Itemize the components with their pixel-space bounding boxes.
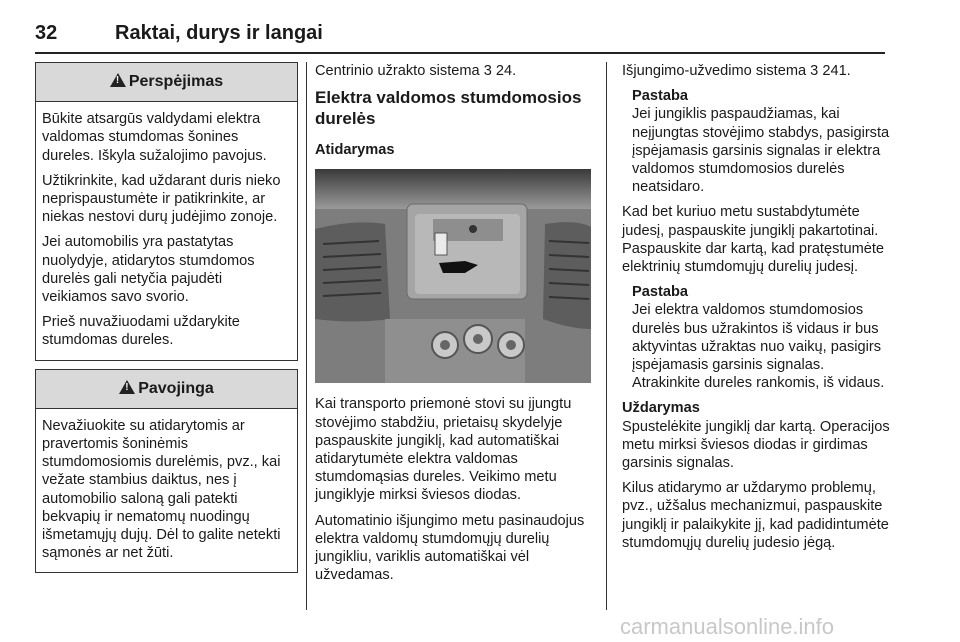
warning-paragraph: Prieš nuvažiuodami uždarykite stumdomas dureles. — [42, 314, 240, 349]
page-header — [35, 22, 885, 54]
note-block — [622, 87, 890, 196]
danger-heading-text: Pavojinga — [138, 379, 214, 397]
danger-box — [35, 369, 298, 574]
body-paragraph: Kad bet kuriuo metu sustabdytumėte judesį, paspauskite jungiklį pakartotinai. Paspauskite dar kartą, kad pratęstumėte elektrinių stumdomųjų durelių judesį. — [622, 204, 885, 276]
warning-heading — [36, 63, 297, 102]
body-paragraph: Spustelėkite jungiklį dar kartą. Operacijos metu mirksi šviesos diodas ir girdimas garsinis signalas. — [622, 418, 890, 472]
note-label: Pastaba — [632, 284, 688, 301]
warning-paragraph: Būkite atsargūs valdydami elektra valdomas stumdomas šonines dureles. Iškyla sužalojimo pavojus. — [42, 111, 267, 164]
body-paragraph: Automatinio išjungimo metu pasinaudojus elektra valdomų stumdomųjų durelių jungikliu, variklis automatiškai vėl užvedamas. — [315, 512, 585, 584]
section-title: Raktai, durys ir langai — [115, 22, 323, 44]
warning-triangle-icon — [119, 380, 135, 394]
danger-heading — [36, 370, 297, 409]
subheading-opening: Atidarymas — [315, 142, 395, 159]
watermark: carmanualsonline.info — [620, 614, 835, 639]
right-column — [622, 62, 890, 559]
page-number: 32 — [35, 22, 58, 44]
dashboard-switch-photo — [315, 169, 591, 383]
warning-triangle-icon — [110, 73, 126, 87]
danger-paragraph: Nevažiuokite su atidarytomis ar pravertomis šoninėmis stumdomosiomis durelėmis, pvz., kai vežate stambius daiktus, nes į automobilio saloną gali patekti bekvapių ir nematomų nuodingų išmetamųjų dujų. Dėl to galite netekti sąmonės ar net žūti. — [42, 417, 281, 562]
body-paragraph: Kai transporto priemonė stovi su įjungtu stovėjimo stabdžiu, prietaisų skydelyje paspauskite jungiklį, kad automatiškai atidarytumėte elektra valdomas stumdomąsias dureles. Veikimo metu jungiklyje mirksi šviesos diodas. — [315, 396, 572, 504]
middle-column — [315, 62, 591, 591]
column-divider — [306, 62, 307, 610]
note-text: Jei jungiklis paspaudžiamas, kai neįjungtas stovėjimo stabdys, pasigirsta įspėjamasis garsinis signalas ir elektra valdomos stumdomosios durelės neatsidaro. — [632, 106, 890, 196]
subheading-closing: Uždarymas — [622, 400, 700, 417]
cross-reference: Centrinio užrakto sistema 3 24. — [315, 63, 517, 79]
note-text: Jei elektra valdomos stumdomosios durelės bus užrakintos iš vidaus ir bus aktyvintas užraktas nuo vaikų, pasigirs įspėjamasis garsinis signalas. Atrakinkite dureles rankomis, iš vidaus. — [632, 302, 885, 392]
note-block — [622, 283, 890, 392]
cross-reference: Išjungimo-užvedimo sistema 3 241. — [622, 63, 851, 79]
column-divider — [606, 62, 607, 610]
warning-paragraph: Užtikrinkite, kad uždarant duris nieko neprispaustumėte ir patikrinkite, ar niekas nestovi durų judėjimo zonoje. — [42, 172, 281, 226]
warning-box — [35, 62, 298, 361]
section-heading: Elektra valdomos stumdomosios durelės — [315, 88, 582, 129]
warning-paragraph: Jei automobilis yra pastatytas nuolydyje, atidarytos stumdomos durelės gali netyčia pajudėti veikiamos savo svorio. — [42, 234, 255, 306]
body-paragraph: Kilus atidarymo ar uždarymo problemų, pvz., užšalus mechanizmui, paspauskite jungiklį ir palaikykite jį, kad padidintumėte stumdomųjų durelių judesio jėgą. — [622, 480, 889, 551]
note-label: Pastaba — [632, 88, 688, 105]
warning-heading-text: Perspėjimas — [128, 73, 224, 90]
left-column — [35, 62, 298, 581]
